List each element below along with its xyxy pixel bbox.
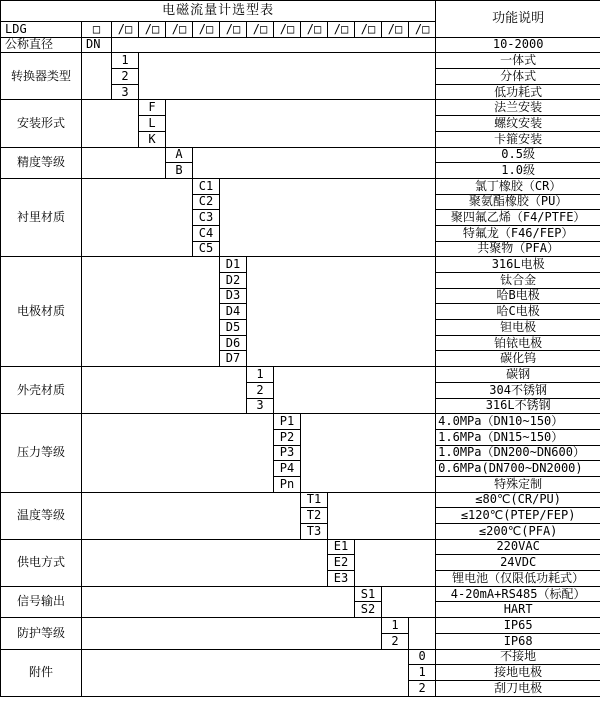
- blank-cell: [247, 257, 436, 367]
- option-code: P3: [274, 445, 301, 461]
- section-label: 精度等级: [1, 147, 82, 178]
- code-slot-icon: /□: [301, 22, 328, 38]
- option-code: L: [139, 116, 166, 132]
- option-value: 1.6MPa（DN15~150）: [436, 429, 600, 445]
- code-slot-icon: /□: [220, 22, 247, 38]
- option-code: D4: [220, 304, 247, 320]
- section-label: 温度等级: [1, 492, 82, 539]
- blank-cell: [82, 618, 382, 649]
- option-code: D1: [220, 257, 247, 273]
- option-code: D5: [220, 320, 247, 336]
- option-value: 钛合金: [436, 273, 600, 289]
- code-slot-icon: /□: [193, 22, 220, 38]
- section-label: 衬里材质: [1, 178, 82, 256]
- option-code: C3: [193, 210, 220, 226]
- option-value: 共聚物（PFA）: [436, 241, 600, 257]
- section-label: 外壳材质: [1, 367, 82, 414]
- option-code: C2: [193, 194, 220, 210]
- dn-code: DN: [82, 37, 112, 53]
- blank-cell: [382, 586, 436, 617]
- option-value: 聚氨酯橡胶（PU）: [436, 194, 600, 210]
- option-value: 锂电池（仅限低功耗式）: [436, 571, 600, 587]
- blank-cell: [82, 53, 112, 100]
- option-value: 4-20mA+RS485（标配）: [436, 586, 600, 602]
- option-code: D2: [220, 273, 247, 289]
- option-code: P1: [274, 414, 301, 430]
- option-code: 3: [112, 84, 139, 100]
- table-title: 电磁流量计选型表: [1, 1, 436, 22]
- dn-label: 公称直径: [1, 37, 82, 53]
- option-value: 24VDC: [436, 555, 600, 571]
- option-code: P2: [274, 429, 301, 445]
- blank-cell: [274, 367, 436, 414]
- option-code: E3: [328, 571, 355, 587]
- option-code: 1: [112, 53, 139, 69]
- option-value: 4.0MPa（DN10~150）: [436, 414, 600, 430]
- code-slot-icon: /□: [166, 22, 193, 38]
- blank-cell: [82, 492, 301, 539]
- option-value: 分体式: [436, 69, 600, 85]
- blank-cell: [82, 414, 274, 492]
- option-value: 接地电极: [436, 665, 600, 681]
- option-value: 316L不锈钢: [436, 398, 600, 414]
- option-value: 法兰安装: [436, 100, 600, 116]
- option-value: 刮刀电极: [436, 680, 600, 696]
- option-value: 卡箍安装: [436, 131, 600, 147]
- option-value: 碳钢: [436, 367, 600, 383]
- code-slot-icon: /□: [139, 22, 166, 38]
- blank-cell: [82, 178, 193, 256]
- option-code: 2: [247, 382, 274, 398]
- option-value: 哈B电极: [436, 288, 600, 304]
- blank-cell: [409, 618, 436, 649]
- section-label: 信号输出: [1, 586, 82, 617]
- code-slot-icon: /□: [409, 22, 436, 38]
- blank-cell: [82, 586, 355, 617]
- option-code: 1: [382, 618, 409, 634]
- option-value: 铂铱电极: [436, 335, 600, 351]
- blank-cell: [355, 539, 436, 586]
- blank-cell: [220, 178, 436, 256]
- option-code: 0: [409, 649, 436, 665]
- section-label: 转换器类型: [1, 53, 82, 100]
- blank-cell: [82, 367, 247, 414]
- code-slot-icon: /□: [274, 22, 301, 38]
- option-code: B: [166, 163, 193, 179]
- option-code: T3: [301, 524, 328, 540]
- blank-cell: [166, 100, 436, 147]
- section-label: 供电方式: [1, 539, 82, 586]
- option-value: 1.0级: [436, 163, 600, 179]
- function-column-header: 功能说明: [436, 1, 600, 38]
- section-label: 防护等级: [1, 618, 82, 649]
- code-slot-icon: /□: [382, 22, 409, 38]
- option-code: C1: [193, 178, 220, 194]
- option-code: Pn: [274, 476, 301, 492]
- blank-cell: [139, 53, 436, 100]
- blank-cell: [193, 147, 436, 178]
- option-code: E1: [328, 539, 355, 555]
- option-code: F: [139, 100, 166, 116]
- option-code: C4: [193, 225, 220, 241]
- section-label: 电极材质: [1, 257, 82, 367]
- blank-cell: [82, 539, 328, 586]
- code-slot-icon: /□: [112, 22, 139, 38]
- section-label: 附件: [1, 649, 82, 696]
- code-slot-icon: /□: [247, 22, 274, 38]
- blank-cell: [82, 649, 409, 696]
- option-value: 0.5级: [436, 147, 600, 163]
- option-code: 3: [247, 398, 274, 414]
- option-code: D6: [220, 335, 247, 351]
- section-label: 压力等级: [1, 414, 82, 492]
- option-value: 氯丁橡胶（CR）: [436, 178, 600, 194]
- option-value: 304不锈钢: [436, 382, 600, 398]
- option-code: E2: [328, 555, 355, 571]
- option-code: 1: [247, 367, 274, 383]
- option-value: 不接地: [436, 649, 600, 665]
- blank-cell: [82, 257, 220, 367]
- dn-value: 10-2000: [436, 37, 600, 53]
- option-code: A: [166, 147, 193, 163]
- option-value: 哈C电极: [436, 304, 600, 320]
- option-code: S1: [355, 586, 382, 602]
- option-value: ≤120℃(PTEP/FEP): [436, 508, 600, 524]
- option-value: 0.6MPa(DN700~DN2000): [436, 461, 600, 477]
- ldg-label: LDG: [1, 22, 82, 38]
- option-code: S2: [355, 602, 382, 618]
- option-code: T2: [301, 508, 328, 524]
- option-code: 2: [382, 633, 409, 649]
- option-value: 一体式: [436, 53, 600, 69]
- section-label: 安装形式: [1, 100, 82, 147]
- option-code: 1: [409, 665, 436, 681]
- option-value: 碳化钨: [436, 351, 600, 367]
- blank-cell: [301, 414, 436, 492]
- code-slot-icon: /□: [355, 22, 382, 38]
- option-code: C5: [193, 241, 220, 257]
- option-value: IP65: [436, 618, 600, 634]
- option-value: 特氟龙（F46/FEP）: [436, 225, 600, 241]
- option-value: ≤200℃(PFA): [436, 524, 600, 540]
- option-code: K: [139, 131, 166, 147]
- option-code: D7: [220, 351, 247, 367]
- option-value: 低功耗式: [436, 84, 600, 100]
- option-value: 1.0MPa（DN200~DN600）: [436, 445, 600, 461]
- code-box-icon: □: [82, 22, 112, 38]
- option-value: IP68: [436, 633, 600, 649]
- option-value: 316L电极: [436, 257, 600, 273]
- blank-cell: [82, 147, 166, 178]
- code-slot-icon: /□: [328, 22, 355, 38]
- option-value: HART: [436, 602, 600, 618]
- option-value: 220VAC: [436, 539, 600, 555]
- option-code: 2: [112, 69, 139, 85]
- blank-cell: [82, 100, 139, 147]
- option-value: 螺纹安装: [436, 116, 600, 132]
- option-code: D3: [220, 288, 247, 304]
- option-code: 2: [409, 680, 436, 696]
- option-value: ≤80℃(CR/PU): [436, 492, 600, 508]
- option-value: 聚四氟乙烯（F4/PTFE）: [436, 210, 600, 226]
- option-code: P4: [274, 461, 301, 477]
- blank-cell: [328, 492, 436, 539]
- blank-cell: [112, 37, 436, 53]
- option-code: T1: [301, 492, 328, 508]
- option-value: 特殊定制: [436, 476, 600, 492]
- option-value: 钽电极: [436, 320, 600, 336]
